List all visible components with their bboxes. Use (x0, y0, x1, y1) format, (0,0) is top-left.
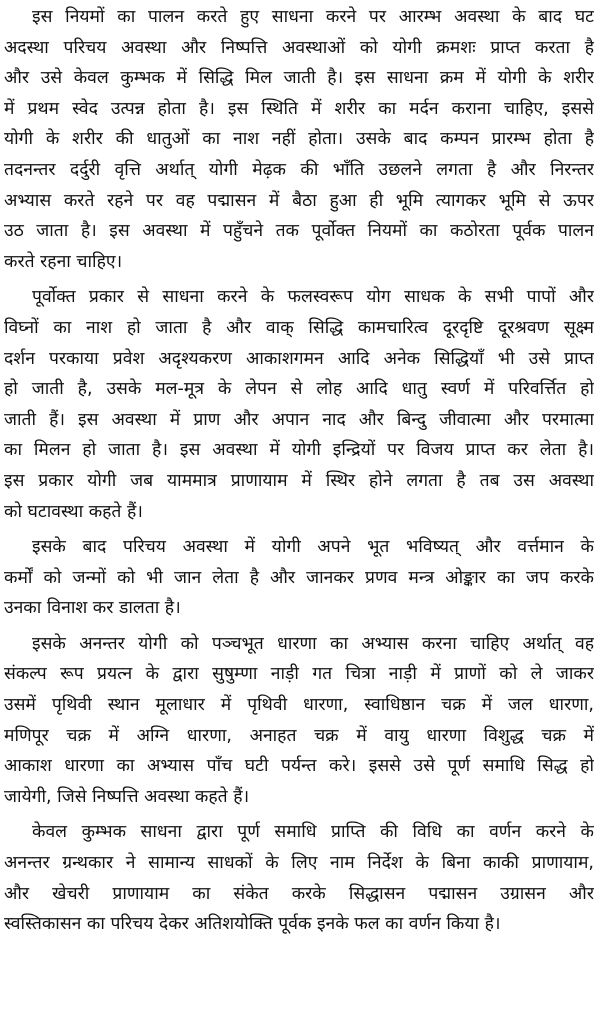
text-line: स्वस्तिकासन का परिचय देकर अतिशयोक्ति पूर्वक इनके फल का वर्णन किया है। (4, 914, 501, 935)
text-line: आकाश धारणा का अभ्यास पाँच घटी पर्यन्त करे। इससे उसे पूर्ण समाधि सिद्ध हो (4, 756, 594, 777)
text-line: पूर्वोक्त प्रकार से साधना करने के फलस्वरूप योग साधक के सभी पापों और (32, 287, 594, 308)
text-line: कर्मों को जन्मों को भी जान लेता है और जानकर प्रणव मन्त्र ओङ्कार का जप करके (4, 567, 594, 588)
text-line: अनन्तर ग्रन्थकार ने सामान्य साधकों के लिए नाम निर्देश के बिना काकी प्राणायाम, (4, 853, 594, 874)
text-line: दर्शन परकाया प्रवेश अदृश्यकरण आकाशगमन आदि अनेक सिद्धियाँ भी उसे प्राप्त (4, 348, 594, 369)
text-line: और खेचरी प्राणायाम का संकेत करके सिद्धासन पद्मासन उग्रासन और (4, 883, 594, 904)
paragraph-5 (4, 817, 594, 939)
text-line: उनका विनाश कर डालता है। (4, 598, 181, 619)
text-line: अदस्था परिचय अवस्था और निष्पत्ति अवस्थाओं को योगी क्रमशः प्राप्त करता है (4, 37, 594, 58)
text-line: और उसे केवल कुम्भक में सिद्धि मिल जाती है। इस साधना क्रम में योगी के शरीर (4, 68, 594, 89)
text-line: केवल कुम्भक साधना द्वारा पूर्ण समाधि प्राप्ति की विधि का वर्णन करने के (32, 822, 594, 843)
text-line: जाती हैं। इस अवस्था में प्राण और अपान नाद और बिन्दु जीवात्मा और परमात्मा (4, 409, 594, 430)
paragraph-4 (4, 629, 594, 813)
text-line: विघ्नों का नाश हो जाता है और वाक् सिद्धि कामचारित्व दूरदृष्टि दूरश्रवण सूक्ष्म (4, 317, 594, 338)
text-line: योगी के शरीर की धातुओं का नाश नहीं होता। उसके बाद कम्पन प्रारम्भ होता है (4, 129, 594, 150)
text-line: इसके बाद परिचय अवस्था में योगी अपने भूत भविष्यत् और वर्त्तमान के (32, 537, 594, 558)
text-line: को घटावस्था कहते हैं। (4, 501, 143, 522)
text-line: में प्रथम स्वेद उत्पन्न होता है। इस स्थिति में शरीर का मर्दन कराना चाहिए, इससे (4, 98, 594, 119)
paragraph-1 (4, 2, 594, 277)
text-line: इसके अनन्तर योगी को पञ्चभूत धारणा का अभ्यास करना चाहिए अर्थात् वह (32, 633, 594, 654)
text-line: इस नियमों का पालन करते हुए साधना करने पर आरम्भ अवस्था के बाद घट (32, 7, 594, 27)
text-line: जायेगी, जिसे निष्पत्ति अवस्था कहते हैं। (4, 786, 250, 807)
paragraph-2 (4, 282, 594, 527)
text-line: मणिपूर चक्र में अग्नि धारणा, अनाहत चक्र में वायु धारणा विशुद्ध चक्र में (4, 725, 594, 746)
text-line: का मिलन हो जाता है। इस अवस्था में योगी इन्द्रियों पर विजय प्राप्त कर लेता है। (4, 440, 594, 461)
text-line: उसमें पृथिवी स्थान मूलाधार में पृथिवी धारणा, स्वाधिष्ठान चक्र में जल धारणा, (4, 695, 594, 716)
text-line: उठ जाता है। इस अवस्था में पहुँचने तक पूर्वोक्त नियमों का कठोरता पूर्वक पालन (4, 221, 594, 242)
text-line: हो जाती है, उसके मल-मूत्र के लेपन से लोह आदि धातु स्वर्ण में परिवर्त्तित हो (4, 379, 594, 400)
text-line: इस प्रकार योगी जब याममात्र प्राणायाम में स्थिर होने लगता है तब उस अवस्था (4, 470, 594, 491)
text-line: अभ्यास करते रहने पर वह पद्मासन में बैठा हुआ ही भूमि त्यागकर भूमि से ऊपर (4, 190, 594, 211)
paragraph-3 (4, 532, 594, 624)
text-line: तदनन्तर दर्दुरी वृत्ति अर्थात् योगी मेढ़क की भाँति उछलने लगता है और निरन्तर (4, 159, 594, 180)
text-line: करते रहना चाहिए। (4, 251, 123, 272)
text-line: संकल्प रूप प्रयत्न के द्वारा सुषुम्णा नाड़ी गत चित्रा नाड़ी में प्राणों को ले जाकर (4, 664, 594, 685)
